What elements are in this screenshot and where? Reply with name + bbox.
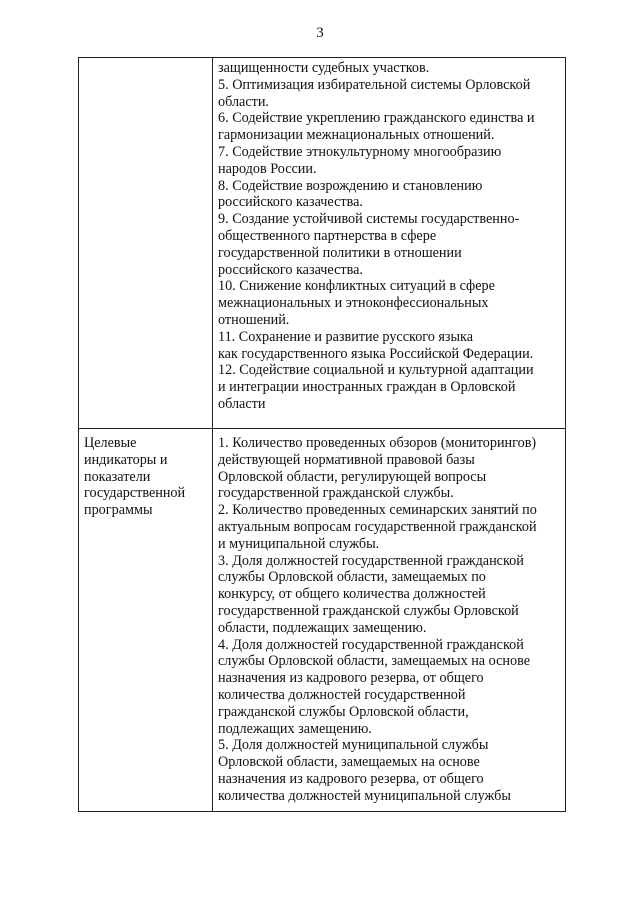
- text-line: как государственного языка Российской Федерации.: [218, 345, 534, 362]
- text-line: народов России.: [218, 160, 317, 177]
- text-line: области: [218, 395, 266, 412]
- indicators-list: [213, 429, 565, 805]
- page-number: 3: [316, 25, 324, 41]
- text-line: государственной гражданской службы Орловской: [218, 602, 519, 619]
- text-line: Орловской области, регулирующей вопросы: [218, 468, 487, 485]
- text-line: Целевые: [84, 435, 137, 451]
- indicators-label: [79, 429, 212, 519]
- text-line: 1. Количество проведенных обзоров (мониторингов): [218, 435, 537, 451]
- row-content-cell-tasks: [213, 58, 566, 429]
- text-line: количества должностей муниципальной службы: [218, 787, 511, 804]
- text-line: российского казачества.: [218, 261, 363, 278]
- text-line: актуальным вопросам государственной гражданской: [218, 518, 537, 535]
- text-line: программы: [84, 502, 153, 519]
- text-line: назначения из кадрового резерва, от общего: [218, 770, 484, 787]
- text-line: 9. Создание устойчивой системы государственно-: [218, 211, 520, 228]
- text-line: службы Орловской области, замещаемых на основе: [218, 653, 530, 670]
- row-content-cell-indicators: [213, 429, 566, 812]
- text-line: действующей нормативной правовой базы: [218, 451, 475, 468]
- table-row: [79, 429, 566, 812]
- text-line: 5. Доля должностей муниципальной службы: [218, 737, 489, 754]
- table-row: [79, 58, 566, 429]
- text-line: 6. Содействие укреплению гражданского единства и: [218, 110, 535, 127]
- tasks-list: [213, 58, 565, 413]
- text-line: 12. Содействие социальной и культурной адаптации: [218, 362, 534, 379]
- text-line: российского казачества.: [218, 194, 363, 211]
- text-line: подлежащих замещению.: [218, 720, 372, 737]
- text-line: защищенности судебных участков.: [218, 60, 430, 76]
- text-line: 4. Доля должностей государственной гражданской: [218, 636, 524, 653]
- text-line: 3. Доля должностей государственной гражданской: [218, 552, 524, 569]
- text-line: области.: [218, 93, 269, 110]
- text-line: и интеграции иностранных граждан в Орловской: [218, 379, 516, 396]
- text-line: гармонизации межнациональных отношений.: [218, 127, 495, 144]
- row-label-cell-indicators: [79, 429, 213, 812]
- text-line: и муниципальной службы.: [218, 535, 380, 552]
- text-line: межнациональных и этноконфессиональных: [218, 295, 489, 312]
- text-line: гражданской службы Орловской области,: [218, 703, 469, 720]
- text-line: количества должностей государственной: [218, 686, 466, 703]
- text-line: 7. Содействие этнокультурному многообразию: [218, 143, 502, 160]
- text-line: конкурсу, от общего количества должностей: [218, 586, 486, 603]
- text-line: Орловской области, замещаемых на основе: [218, 754, 480, 771]
- text-line: службы Орловской области, замещаемых по: [218, 569, 486, 586]
- text-line: государственной гражданской службы.: [218, 485, 454, 502]
- text-line: 2. Количество проведенных семинарских занятий по: [218, 502, 537, 519]
- text-line: области, подлежащих замещению.: [218, 619, 427, 636]
- text-line: показатели: [84, 468, 151, 485]
- text-line: отношений.: [218, 311, 290, 328]
- text-line: государственной политики в отношении: [218, 244, 462, 261]
- text-line: государственной: [84, 485, 186, 502]
- text-line: 10. Снижение конфликтных ситуаций в сфере: [218, 278, 495, 295]
- text-line: 8. Содействие возрождению и становлению: [218, 177, 483, 194]
- text-line: 11. Сохранение и развитие русского языка: [218, 328, 474, 345]
- text-line: общественного партнерства в сфере: [218, 227, 437, 244]
- program-passport-table: [78, 57, 566, 812]
- text-line: индикаторы и: [84, 451, 168, 468]
- row-label-cell-empty: [79, 58, 213, 429]
- text-line: 5. Оптимизация избирательной системы Орловской: [218, 76, 531, 93]
- text-line: назначения из кадрового резерва, от общего: [218, 670, 484, 687]
